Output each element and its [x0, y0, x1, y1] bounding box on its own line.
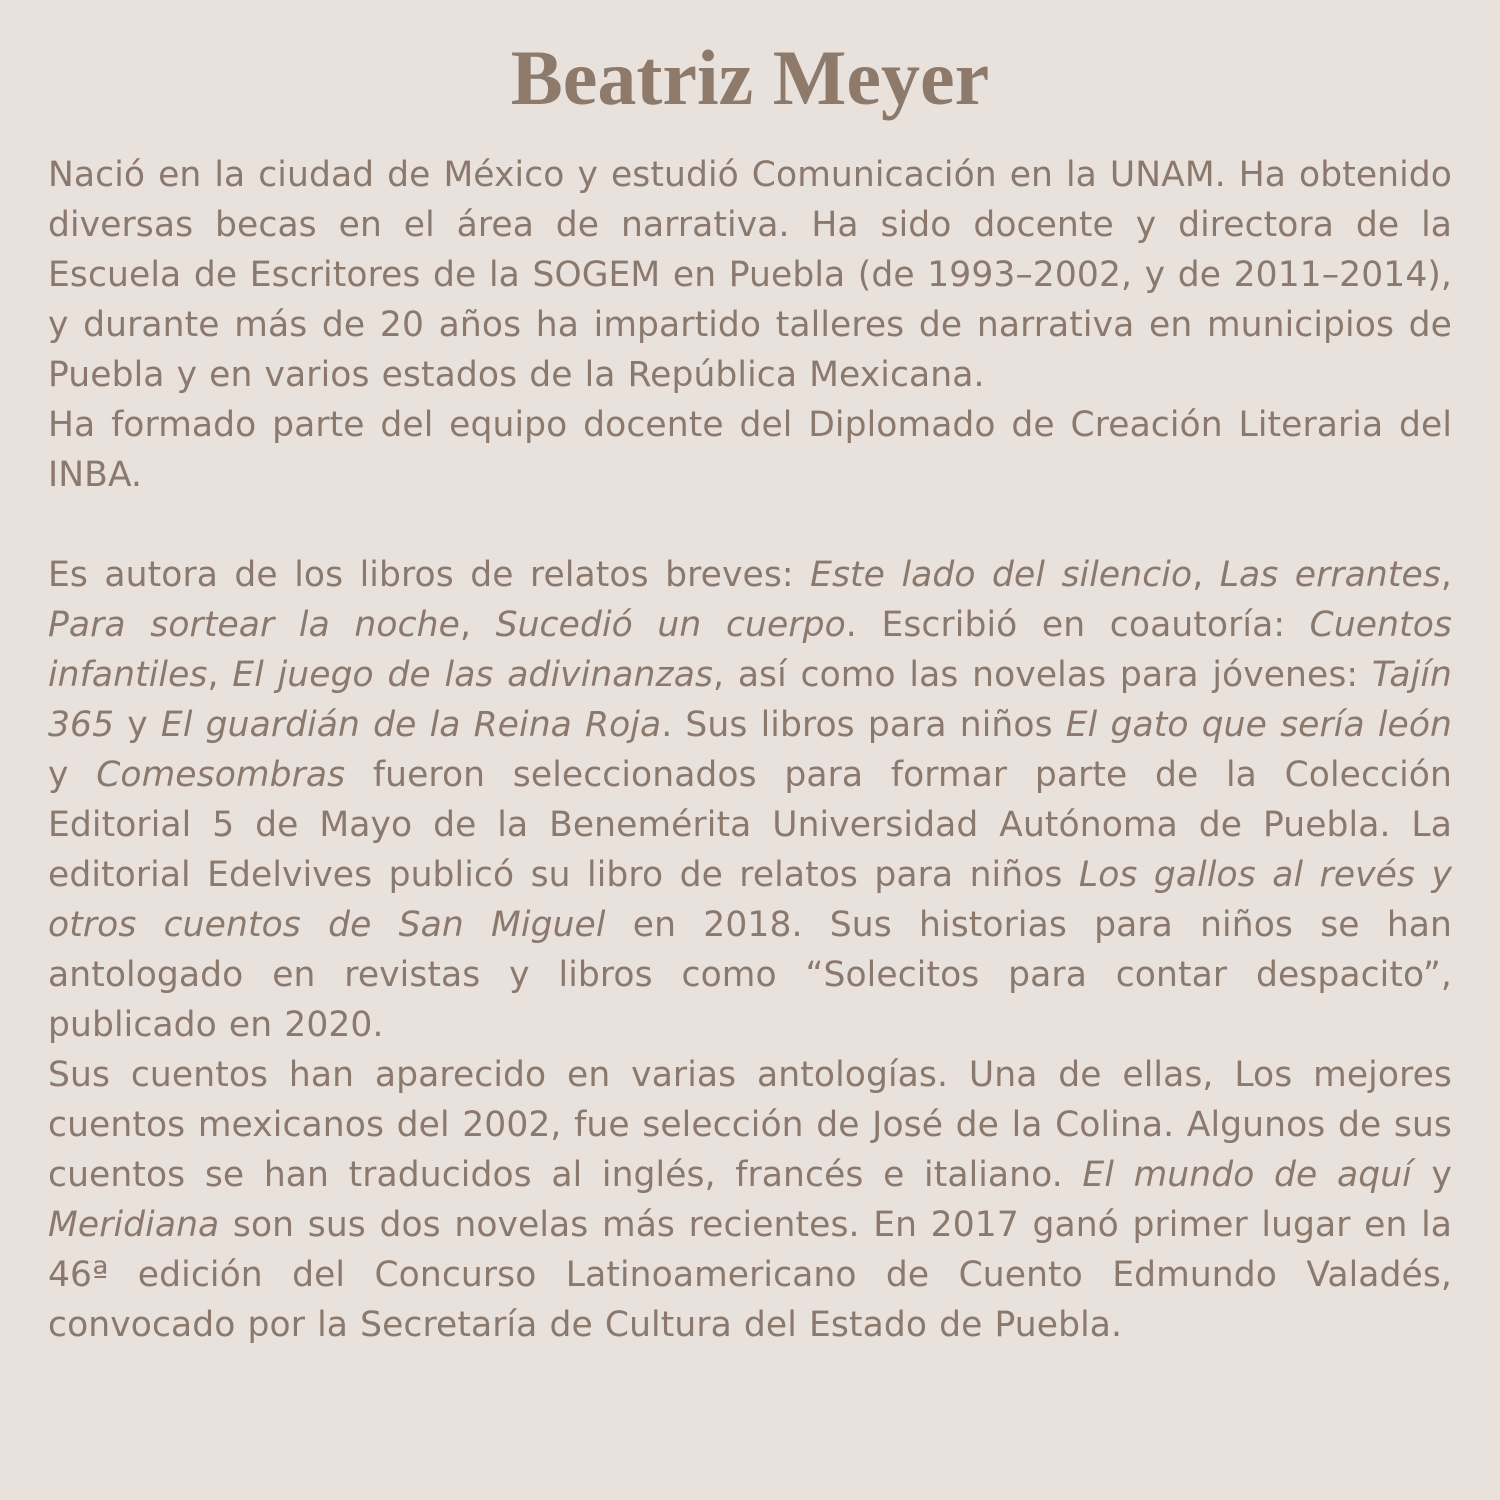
- book-title: Comesombras: [96, 755, 346, 795]
- book-title: El juego de las adivinanzas: [232, 655, 714, 695]
- text-span: y: [114, 705, 161, 745]
- bio-paragraph-stories: [48, 1050, 1452, 1350]
- book-title: El gato que sería león: [1065, 705, 1452, 745]
- book-title: Sucedió un cuerpo: [495, 605, 846, 645]
- text-span: son sus dos novelas más recientes. En 2017 ganó primer lugar en la 46ª edición del Concurso Latinoamericano de Cuento Edmundo Valadés, convocado por la Secretaría de Cultura del Estado de Puebla.: [48, 1205, 1452, 1345]
- book-title: Este lado del silencio: [810, 555, 1193, 595]
- text-span: fueron seleccionados para formar parte de la Colección Editorial 5 de Mayo de la Benemérita Universidad Autónoma de Puebla. La editorial Edelvives publicó su libro de relatos para niños: [48, 755, 1452, 895]
- book-title: El mundo de aquí: [1082, 1155, 1412, 1195]
- text-span: , así como las novelas para jóvenes:: [713, 655, 1372, 695]
- text-span: . Sus libros para niños: [661, 705, 1066, 745]
- page-title: Beatriz Meyer: [510, 34, 990, 121]
- bio-paragraph-origin: [48, 150, 1452, 400]
- book-title: Meridiana: [48, 1205, 220, 1245]
- bio-text: [48, 150, 1452, 1350]
- book-title: Cuentos infantiles: [48, 605, 1453, 695]
- book-title: Los gallos al revés y otros cuentos de San Miguel: [48, 855, 1452, 945]
- text-span: ,: [1440, 555, 1452, 595]
- bio-paragraph-books: [48, 550, 1452, 1050]
- text-span: y: [48, 755, 97, 795]
- text-span: Nació en la ciudad de México y estudió Comunicación en la UNAM. Ha obtenido diversas becas en el área de narrativa. Ha sido docente y directora de la Escuela de Escritores de la SOGEM en Puebla (de 1993–2002, y de 2011–2014), y durante más de 20 años ha impartido talleres de narrativa en municipios de Puebla y en varios estados de la República Mexicana.: [48, 155, 1452, 395]
- text-span: Sus cuentos han aparecido en varias antologías. Una de ellas, Los mejores cuentos mexicanos del 2002, fue selección de José de la Colina. Algunos de sus cuentos se han traducidos al inglés, francés e italiano.: [48, 1055, 1452, 1195]
- text-span: ,: [1192, 555, 1220, 595]
- text-span: ,: [459, 605, 496, 645]
- book-title: Para sortear la noche: [48, 605, 460, 645]
- text-span: Es autora de los libros de relatos breves:: [48, 555, 811, 595]
- text-span: y: [1411, 1155, 1452, 1195]
- text-span: ,: [207, 655, 233, 695]
- book-title: Las errantes: [1219, 555, 1441, 595]
- text-span: Ha formado parte del equipo docente del Diplomado de Creación Literaria del INBA.: [48, 405, 1452, 495]
- paragraph-spacer: [48, 500, 1452, 550]
- book-title: Tajín 365: [48, 655, 1452, 745]
- book-title: El guardián de la Reina Roja: [160, 705, 662, 745]
- bio-paragraph-inba: [48, 400, 1452, 500]
- text-span: en 2018. Sus historias para niños se han antologado en revistas y libros como “Solecitos para contar despacito”, publicado en 2020.: [48, 905, 1452, 1045]
- text-span: . Escribió en coautoría:: [845, 605, 1310, 645]
